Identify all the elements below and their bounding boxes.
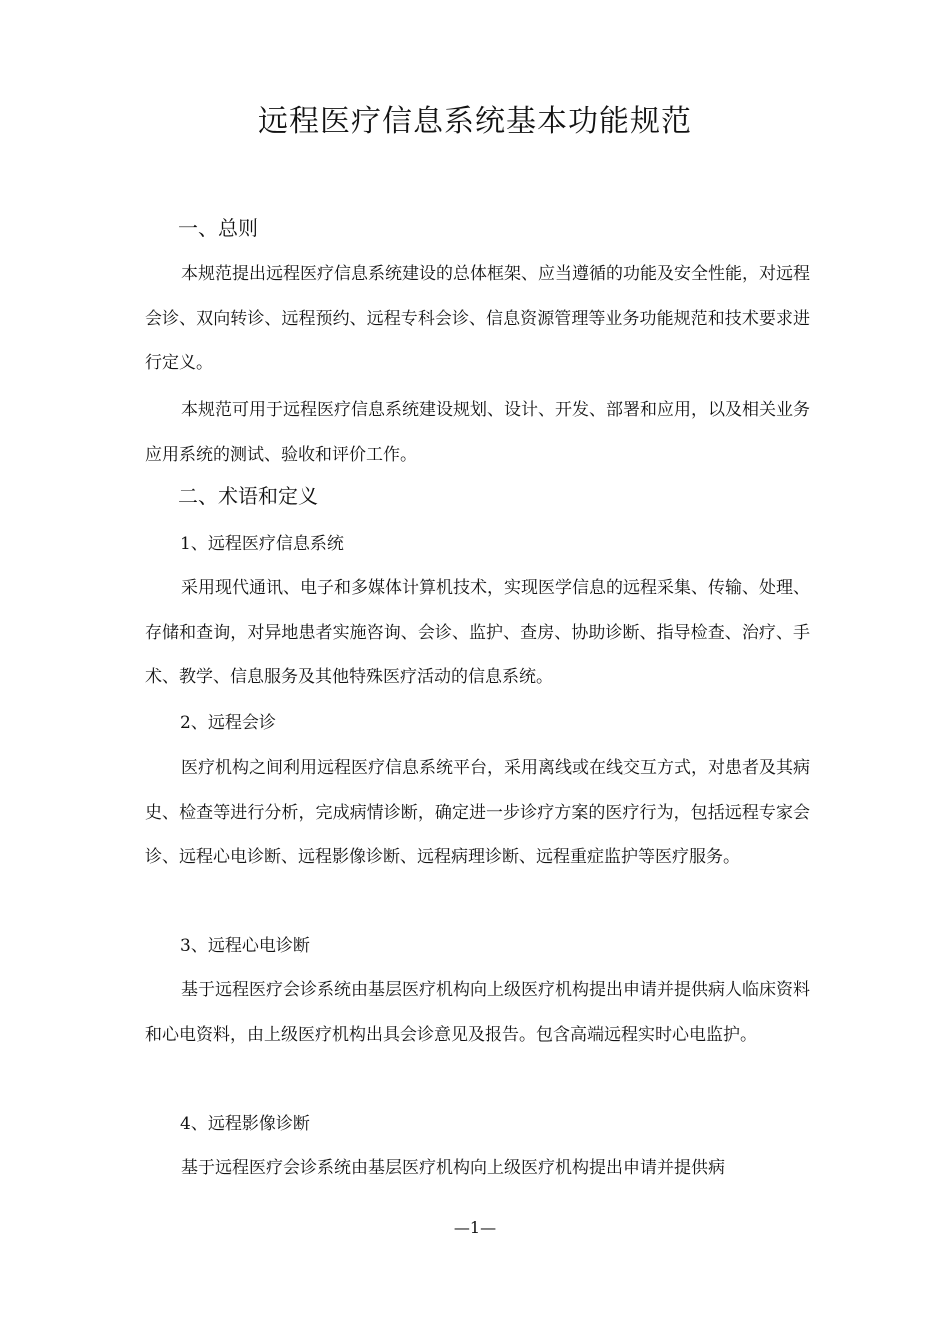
paragraph: 本规范提出远程医疗信息系统建设的总体框架、应当遵循的功能及安全性能，对远程会诊、双向转诊、远程预约、远程专科会诊、信息资源管理等业务功能规范和技术要求进行定义。 [145, 264, 810, 373]
term-text-4 [145, 1146, 810, 1191]
term-heading: 3、远程心电诊断 [180, 936, 310, 956]
term-heading: 4、远程影像诊断 [180, 1114, 310, 1134]
paragraph-general-1 [145, 252, 810, 386]
section-heading: 一、总则 [178, 216, 258, 240]
section-heading-general [145, 213, 810, 243]
document-title: 远程医疗信息系统基本功能规范 [258, 104, 692, 139]
term-text-2 [145, 746, 810, 880]
term-heading-3 [145, 932, 810, 960]
paragraph: 本规范可用于远程医疗信息系统建设规划、设计、开发、部署和应用，以及相关业务应用系统的测试、验收和评价工作。 [145, 400, 810, 465]
page-number: —1— [453, 1218, 497, 1237]
paragraph: 采用现代通讯、电子和多媒体计算机技术，实现医学信息的远程采集、传输、处理、存储和查询，对异地患者实施咨询、会诊、监护、查房、协助诊断、指导检查、治疗、手术、教学、信息服务及其他特殊医疗活动的信息系统。 [145, 578, 810, 687]
term-heading-1 [145, 530, 810, 558]
section-heading: 二、术语和定义 [178, 484, 318, 508]
section-heading-terms [145, 481, 810, 511]
term-heading-4 [145, 1110, 810, 1138]
paragraph-general-2 [145, 388, 810, 477]
term-heading: 1、远程医疗信息系统 [180, 534, 344, 554]
term-text-3 [145, 968, 810, 1057]
paragraph: 医疗机构之间利用远程医疗信息系统平台，采用离线或在线交互方式，对患者及其病史、检查等进行分析，完成病情诊断，确定进一步诊疗方案的医疗行为，包括远程专家会诊、远程心电诊断、远程影像诊断、远程病理诊断、远程重症监护等医疗服务。 [145, 758, 810, 867]
term-heading-2 [145, 709, 810, 737]
term-heading: 2、远程会诊 [180, 713, 276, 733]
paragraph: 基于远程医疗会诊系统由基层医疗机构向上级医疗机构提出申请并提供病人临床资料和心电资料，由上级医疗机构出具会诊意见及报告。包含高端远程实时心电监护。 [145, 980, 810, 1045]
term-text-1 [145, 566, 810, 700]
paragraph: 基于远程医疗会诊系统由基层医疗机构向上级医疗机构提出申请并提供病 [181, 1158, 725, 1178]
